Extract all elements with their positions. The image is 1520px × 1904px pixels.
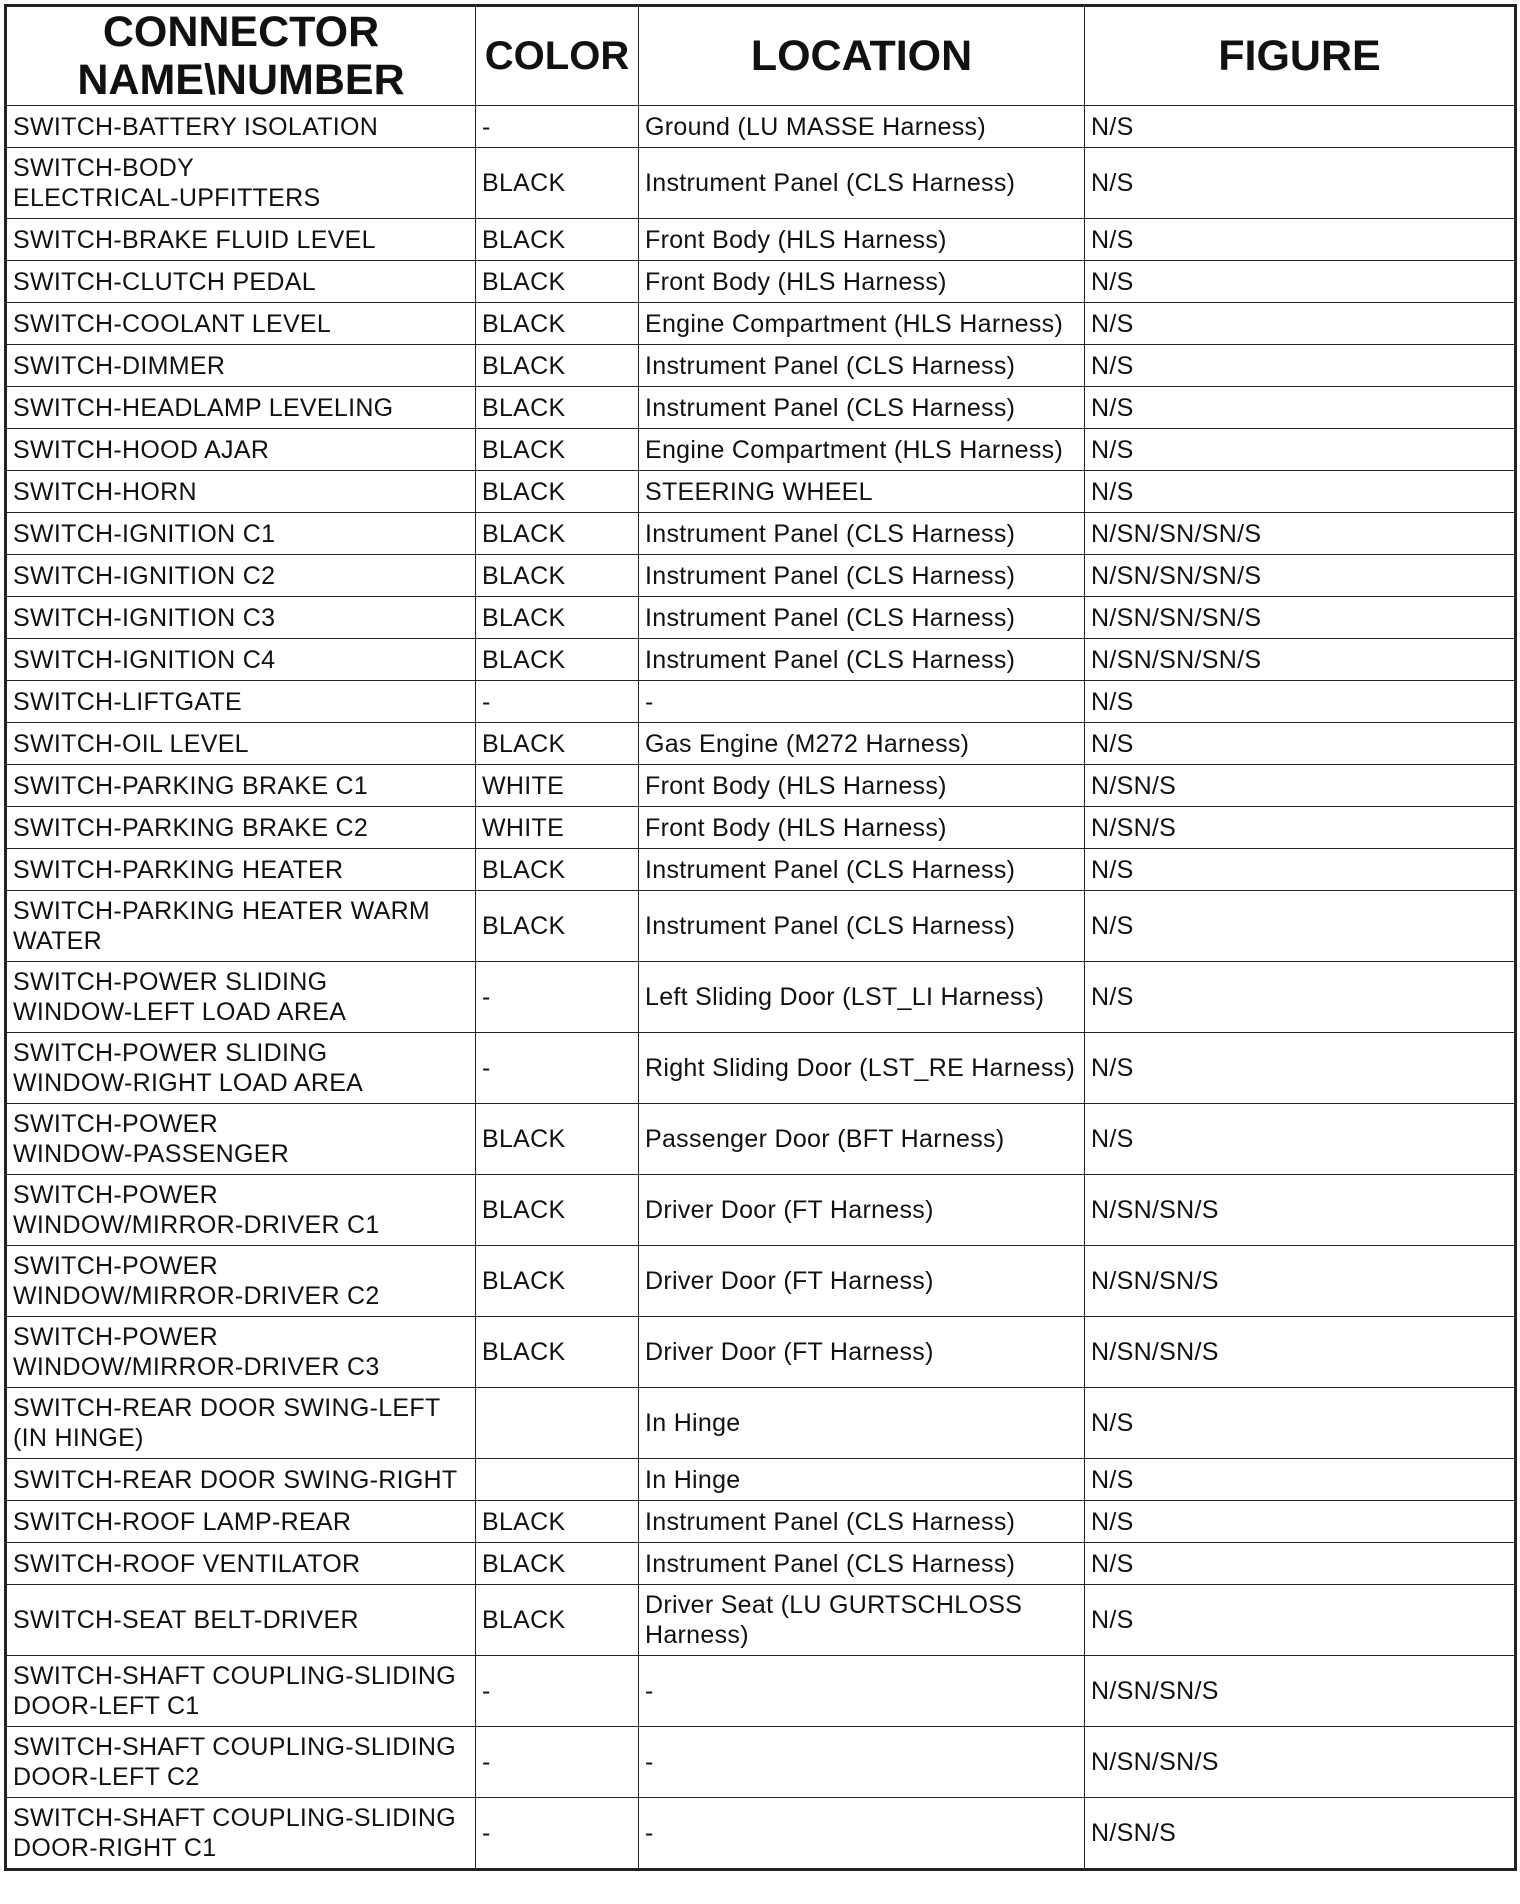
location-cell: Instrument Panel (CLS Harness) — [639, 513, 1085, 555]
table-row — [7, 891, 1515, 962]
figure-cell: N/S — [1085, 219, 1515, 261]
figure-cell: N/S — [1085, 1388, 1515, 1459]
figure-cell: N/S — [1085, 148, 1515, 219]
table-row — [7, 765, 1515, 807]
table-row — [7, 1543, 1515, 1585]
connector-name-cell: SWITCH-SHAFT COUPLING-SLIDING DOOR-LEFT C2 — [7, 1727, 476, 1798]
location-cell: Engine Compartment (HLS Harness) — [639, 303, 1085, 345]
figure-cell: N/S — [1085, 849, 1515, 891]
color-cell: - — [476, 681, 639, 723]
color-cell — [476, 1388, 639, 1459]
color-cell: BLACK — [476, 555, 639, 597]
color-cell: BLACK — [476, 219, 639, 261]
connector-name-cell: SWITCH-SHAFT COUPLING-SLIDING DOOR-LEFT C1 — [7, 1656, 476, 1727]
color-cell: BLACK — [476, 261, 639, 303]
connector-name-cell: SWITCH-ROOF LAMP-REAR — [7, 1501, 476, 1543]
location-cell: Instrument Panel (CLS Harness) — [639, 597, 1085, 639]
table-row — [7, 387, 1515, 429]
header-connector-name: CONNECTOR NAME\NUMBER — [7, 7, 476, 106]
color-cell: - — [476, 1656, 639, 1727]
color-cell: BLACK — [476, 1175, 639, 1246]
connector-name-cell: SWITCH-IGNITION C1 — [7, 513, 476, 555]
location-cell: Instrument Panel (CLS Harness) — [639, 639, 1085, 681]
table-row — [7, 681, 1515, 723]
color-cell: BLACK — [476, 723, 639, 765]
figure-cell: N/S — [1085, 1501, 1515, 1543]
figure-cell: N/S — [1085, 345, 1515, 387]
connector-name-cell: SWITCH-BODY ELECTRICAL-UPFITTERS — [7, 148, 476, 219]
connector-name-cell: SWITCH-CLUTCH PEDAL — [7, 261, 476, 303]
color-cell: - — [476, 1033, 639, 1104]
location-cell: Front Body (HLS Harness) — [639, 261, 1085, 303]
location-cell: Instrument Panel (CLS Harness) — [639, 849, 1085, 891]
connector-name-cell: SWITCH-SHAFT COUPLING-SLIDING DOOR-RIGHT C1 — [7, 1798, 476, 1869]
connector-name-cell: SWITCH-HORN — [7, 471, 476, 513]
table-row — [7, 962, 1515, 1033]
color-cell: WHITE — [476, 807, 639, 849]
color-cell: BLACK — [476, 471, 639, 513]
table-row — [7, 345, 1515, 387]
figure-cell: N/S — [1085, 106, 1515, 148]
table-row — [7, 1104, 1515, 1175]
color-cell: - — [476, 1798, 639, 1869]
connector-name-cell: SWITCH-IGNITION C2 — [7, 555, 476, 597]
figure-cell: N/SN/SN/S — [1085, 1727, 1515, 1798]
location-cell: Gas Engine (M272 Harness) — [639, 723, 1085, 765]
connector-name-cell: SWITCH-DIMMER — [7, 345, 476, 387]
figure-cell: N/SN/SN/S — [1085, 1656, 1515, 1727]
location-cell: Instrument Panel (CLS Harness) — [639, 555, 1085, 597]
figure-cell: N/S — [1085, 1104, 1515, 1175]
color-cell: BLACK — [476, 1104, 639, 1175]
location-cell: Front Body (HLS Harness) — [639, 765, 1085, 807]
table-row — [7, 555, 1515, 597]
table-row — [7, 639, 1515, 681]
table-row — [7, 1388, 1515, 1459]
color-cell: BLACK — [476, 387, 639, 429]
connector-name-cell: SWITCH-SEAT BELT-DRIVER — [7, 1585, 476, 1656]
figure-cell: N/SN/SN/S — [1085, 1175, 1515, 1246]
location-cell: - — [639, 1656, 1085, 1727]
location-cell: STEERING WHEEL — [639, 471, 1085, 513]
table-row — [7, 513, 1515, 555]
table-row — [7, 1727, 1515, 1798]
location-cell: In Hinge — [639, 1388, 1085, 1459]
connector-name-cell: SWITCH-PARKING BRAKE C1 — [7, 765, 476, 807]
figure-cell: N/SN/S — [1085, 765, 1515, 807]
location-cell: - — [639, 1727, 1085, 1798]
table-row — [7, 1656, 1515, 1727]
connector-name-cell: SWITCH-BRAKE FLUID LEVEL — [7, 219, 476, 261]
figure-cell: N/SN/SN/S — [1085, 1317, 1515, 1388]
color-cell: BLACK — [476, 148, 639, 219]
table-row — [7, 807, 1515, 849]
figure-cell: N/S — [1085, 681, 1515, 723]
color-cell — [476, 1459, 639, 1501]
connector-name-cell: SWITCH-IGNITION C4 — [7, 639, 476, 681]
location-cell: - — [639, 681, 1085, 723]
table-row — [7, 1459, 1515, 1501]
color-cell: BLACK — [476, 1317, 639, 1388]
connector-name-cell: SWITCH-REAR DOOR SWING-LEFT (IN HINGE) — [7, 1388, 476, 1459]
connector-name-cell: SWITCH-POWER WINDOW-PASSENGER — [7, 1104, 476, 1175]
table-row — [7, 1246, 1515, 1317]
connector-name-cell: SWITCH-REAR DOOR SWING-RIGHT — [7, 1459, 476, 1501]
color-cell: - — [476, 1727, 639, 1798]
location-cell: Instrument Panel (CLS Harness) — [639, 891, 1085, 962]
color-cell: BLACK — [476, 429, 639, 471]
figure-cell: N/S — [1085, 429, 1515, 471]
location-cell: Instrument Panel (CLS Harness) — [639, 1501, 1085, 1543]
header-color: COLOR — [476, 7, 639, 106]
color-cell: BLACK — [476, 1501, 639, 1543]
color-cell: BLACK — [476, 597, 639, 639]
location-cell: Front Body (HLS Harness) — [639, 219, 1085, 261]
connector-name-cell: SWITCH-HOOD AJAR — [7, 429, 476, 471]
table-row — [7, 219, 1515, 261]
connector-name-cell: SWITCH-OIL LEVEL — [7, 723, 476, 765]
color-cell: WHITE — [476, 765, 639, 807]
table-row — [7, 261, 1515, 303]
table-row — [7, 1798, 1515, 1869]
table-row — [7, 471, 1515, 513]
color-cell: BLACK — [476, 513, 639, 555]
location-cell: In Hinge — [639, 1459, 1085, 1501]
header-location: LOCATION — [639, 7, 1085, 106]
location-cell: Passenger Door (BFT Harness) — [639, 1104, 1085, 1175]
color-cell: BLACK — [476, 891, 639, 962]
location-cell: Instrument Panel (CLS Harness) — [639, 1543, 1085, 1585]
connector-name-cell: SWITCH-PARKING BRAKE C2 — [7, 807, 476, 849]
table-row — [7, 597, 1515, 639]
connector-name-cell: SWITCH-POWER SLIDING WINDOW-RIGHT LOAD AREA — [7, 1033, 476, 1104]
connector-name-cell: SWITCH-IGNITION C3 — [7, 597, 476, 639]
location-cell: Front Body (HLS Harness) — [639, 807, 1085, 849]
connector-table — [6, 6, 1515, 1869]
location-cell: Instrument Panel (CLS Harness) — [639, 345, 1085, 387]
connector-name-cell: SWITCH-HEADLAMP LEVELING — [7, 387, 476, 429]
figure-cell: N/S — [1085, 1033, 1515, 1104]
connector-name-cell: SWITCH-POWER WINDOW/MIRROR-DRIVER C1 — [7, 1175, 476, 1246]
location-cell: Driver Door (FT Harness) — [639, 1246, 1085, 1317]
figure-cell: N/SN/SN/SN/S — [1085, 597, 1515, 639]
figure-cell: N/S — [1085, 303, 1515, 345]
figure-cell: N/SN/S — [1085, 1798, 1515, 1869]
table-row — [7, 303, 1515, 345]
connector-name-cell: SWITCH-LIFTGATE — [7, 681, 476, 723]
table-row — [7, 849, 1515, 891]
color-cell: - — [476, 962, 639, 1033]
location-cell: Driver Door (FT Harness) — [639, 1175, 1085, 1246]
color-cell: BLACK — [476, 639, 639, 681]
figure-cell: N/S — [1085, 1543, 1515, 1585]
figure-cell: N/SN/SN/SN/S — [1085, 555, 1515, 597]
connector-name-cell: SWITCH-PARKING HEATER WARM WATER — [7, 891, 476, 962]
header-figure: FIGURE — [1085, 7, 1515, 106]
table-row — [7, 1033, 1515, 1104]
color-cell: BLACK — [476, 345, 639, 387]
figure-cell: N/SN/S — [1085, 807, 1515, 849]
color-cell: - — [476, 106, 639, 148]
table-row — [7, 723, 1515, 765]
connector-name-cell: SWITCH-POWER WINDOW/MIRROR-DRIVER C3 — [7, 1317, 476, 1388]
figure-cell: N/S — [1085, 962, 1515, 1033]
connector-name-cell: SWITCH-ROOF VENTILATOR — [7, 1543, 476, 1585]
table-row — [7, 1585, 1515, 1656]
table-row — [7, 1501, 1515, 1543]
color-cell: BLACK — [476, 1543, 639, 1585]
connector-name-cell: SWITCH-POWER WINDOW/MIRROR-DRIVER C2 — [7, 1246, 476, 1317]
figure-cell: N/SN/SN/S — [1085, 1246, 1515, 1317]
location-cell: Driver Door (FT Harness) — [639, 1317, 1085, 1388]
header-row — [7, 7, 1515, 106]
figure-cell: N/S — [1085, 1459, 1515, 1501]
figure-cell: N/S — [1085, 471, 1515, 513]
location-cell: Engine Compartment (HLS Harness) — [639, 429, 1085, 471]
table-row — [7, 1175, 1515, 1246]
table-row — [7, 429, 1515, 471]
table-row — [7, 148, 1515, 219]
connector-name-cell: SWITCH-BATTERY ISOLATION — [7, 106, 476, 148]
location-cell: Ground (LU MASSE Harness) — [639, 106, 1085, 148]
table-row — [7, 1317, 1515, 1388]
location-cell: Instrument Panel (CLS Harness) — [639, 387, 1085, 429]
figure-cell: N/SN/SN/SN/S — [1085, 513, 1515, 555]
color-cell: BLACK — [476, 1246, 639, 1317]
figure-cell: N/S — [1085, 723, 1515, 765]
connector-name-cell: SWITCH-PARKING HEATER — [7, 849, 476, 891]
table-row — [7, 106, 1515, 148]
location-cell: - — [639, 1798, 1085, 1869]
location-cell: Driver Seat (LU GURTSCHLOSS Harness) — [639, 1585, 1085, 1656]
connector-name-cell: SWITCH-COOLANT LEVEL — [7, 303, 476, 345]
color-cell: BLACK — [476, 303, 639, 345]
color-cell: BLACK — [476, 1585, 639, 1656]
location-cell: Instrument Panel (CLS Harness) — [639, 148, 1085, 219]
figure-cell: N/S — [1085, 387, 1515, 429]
location-cell: Left Sliding Door (LST_LI Harness) — [639, 962, 1085, 1033]
figure-cell: N/S — [1085, 1585, 1515, 1656]
connector-name-cell: SWITCH-POWER SLIDING WINDOW-LEFT LOAD AREA — [7, 962, 476, 1033]
figure-cell: N/S — [1085, 891, 1515, 962]
figure-cell: N/S — [1085, 261, 1515, 303]
location-cell: Right Sliding Door (LST_RE Harness) — [639, 1033, 1085, 1104]
color-cell: BLACK — [476, 849, 639, 891]
figure-cell: N/SN/SN/SN/S — [1085, 639, 1515, 681]
